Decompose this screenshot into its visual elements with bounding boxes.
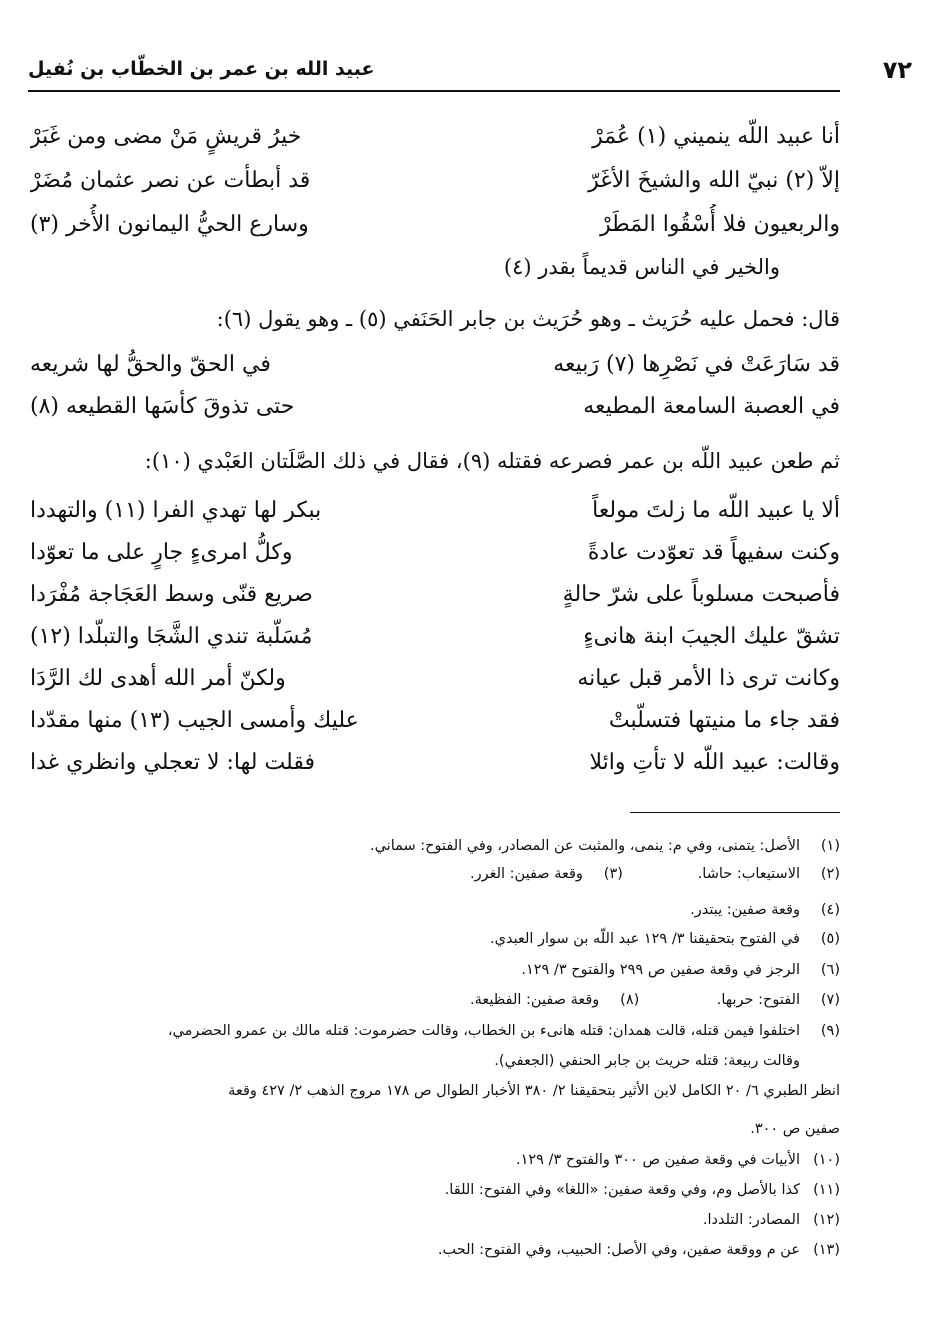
verse-second-hemistich: صريع قنّى وسط العَجَاجة مُفْرَدا [30,582,313,607]
footnote-text: الفتوح: حربها. [716,992,800,1008]
verse-second-hemistich: في الحقّ والحقُّ لها شريعه [30,352,271,377]
verse-second-hemistich: فقلت لها: لا تعجلي وانظري غدا [30,750,315,775]
footnote [30,1018,840,1044]
verse-first-hemistich: وكنت سفيهاً قد تعوّدت عادةً [587,540,840,565]
footnote-number: (٢) [820,866,840,882]
running-head [28,56,912,92]
verse-second-hemistich: وسارع الحيُّ اليمانون الأُخر (٣) [30,212,309,237]
verse-line [30,160,840,202]
verse-single-line: والخير في الناس قديماً بقدر (٤) [503,255,780,279]
verse-line [30,574,840,616]
verse-first-hemistich: قد سَارَعَتْ في نَصْرِها (٧) رَبيعه [553,352,840,377]
footnote [30,833,840,859]
footnote-secondary [470,987,639,1013]
verse-first-hemistich: في العصبة السامعة المطيعه [583,394,840,419]
footnote-number: (١٣) [813,1242,840,1258]
footnote-text: وقالت ربيعة: قتله حريث بن جابر الحنفي (الجعفي). [494,1053,800,1069]
verse-line [30,742,840,784]
verse-line [30,116,840,158]
footnote-text: وقعة صفين: الغرر. [470,866,583,882]
footnote [30,897,840,923]
footnote-text: وقعة صفين: يبتدر. [690,902,800,918]
footnote-text: وقعة صفين: الفظيعة. [470,992,600,1008]
footnote [30,1147,840,1173]
footnote-separator [630,812,840,813]
verse-first-hemistich: والربعيون فلا أُسْقُوا المَطَرْ [600,212,840,237]
verse-line [30,344,840,386]
verse-second-hemistich: ببكر لها تهدي الفرا (١١) والتهددا [30,498,322,523]
verse-second-hemistich: قد أبطأت عن نصر عثمان مُضَرْ [30,168,311,193]
footnote-text: صفين ص ٣٠٠. [750,1121,840,1137]
footnote-text: الأبيات في وقعة صفين ص ٣٠٠ والفتوح ٣/ ١٢٩. [515,1152,800,1168]
verse-first-hemistich: ألا يا عبيد اللّه ما زلتَ مولعاً [592,498,840,523]
footnote-number: (٨) [620,992,640,1008]
footnote-number: (٤) [820,902,840,918]
verse-second-hemistich: وكلُّ امرىءٍ جارٍ على ما تعوّدا [30,540,293,565]
footnote-text: اختلفوا فيمن قتله، قالت همدان: قتله هانىء بن الخطاب، وقالت حضرموت: قتله مالك بن عمرو الحضرمي، [167,1023,800,1039]
footnote [30,926,840,952]
verse-second-hemistich: عليك وأمسى الجيب (١٣) منها مقدّدا [30,708,359,733]
footnote-number: (١١) [813,1182,840,1198]
verse-first-hemistich: فقد جاء ما منيتها فتسلّبتْ [608,708,840,733]
footnote-continuation [30,1078,840,1104]
running-title: عبيد الله بن عمر بن الخطّاب بن نُفيل [28,58,375,80]
footnote [30,861,840,887]
footnote-number: (٣) [603,866,623,882]
verse-first-hemistich: أنا عبيد اللّه ينميني (١) عُمَرْ [592,124,840,149]
verse-line [30,204,840,246]
footnote [30,1237,840,1263]
footnote-text: الأصل: يتمنى، وفي م: ينمى، والمثبت عن المصادر، وفي الفتوح: سماني. [369,838,800,854]
footnote [30,957,840,983]
footnote-text: كذا بالأصل وم، وفي وقعة صفين: «اللغا» وفي الفتوح: اللقا. [444,1182,800,1198]
footnote-number: (٦) [820,962,840,978]
footnote-continuation [30,1116,840,1142]
verse-line [30,386,840,428]
verse-first-hemistich: فأصبحت مسلوباً على شرّ حالةٍ [562,582,840,607]
footnote-secondary [470,861,623,887]
footnote-text: في الفتوح بتحقيقنا ٣/ ١٢٩ عبد اللّه بن سوار العبدي. [490,931,800,947]
footnote-continuation [30,1048,840,1074]
footnote-text: عن م ووقعة صفين، وفي الأصل: الحبيب، وفي الفتوح: الحب. [437,1242,800,1258]
footnote-text: المصادر: التلددا. [702,1212,800,1228]
footnote-number: (٩) [820,1023,840,1039]
verse-second-hemistich: ولكنّ أمر الله أهدى لك الرَّدَا [30,666,286,691]
footnote-number: (١٠) [813,1152,840,1168]
footnote [30,1207,840,1233]
verse-line [30,616,840,658]
verse-line [30,700,840,742]
footnote-number: (٥) [820,931,840,947]
verse-second-hemistich: خيرُ قريشٍ مَنْ مضى ومن غَبَرْ [30,124,302,149]
verse-first-hemistich: إلاّ (٢) نبيّ الله والشيخَ الأغَرّ [588,168,840,193]
footnote-number: (١٢) [813,1212,840,1228]
prose-paragraph: ثم طعن عبيد اللّه بن عمر فصرعه فقتله (٩)، فقال في ذلك الصَّلَتان العَبْدي (١٠): [144,449,840,473]
verse-line [30,490,840,532]
verse-first-hemistich: وكانت ترى ذا الأمر قبل عيانه [577,666,840,691]
footnote-number: (٧) [820,992,840,1008]
verse-second-hemistich: حتى تذوقَ كأسَها القطيعه (٨) [30,394,295,419]
footnote-number: (١) [820,838,840,854]
footnote-text: الرجز في وقعة صفين ص ٢٩٩ والفتوح ٣/ ١٢٩. [521,962,800,978]
footnote-text: انظر الطبري ٦/ ٢٠ الكامل لابن الأثير بتحقيقنا ٢/ ٣٨٠ الأخبار الطوال ص ١٧٨ مروج الذهب ٢/ ٤٢٧ وقعة [228,1083,840,1099]
prose-paragraph: قال: فحمل عليه حُرَيث ـ وهو حُرَيث بن جابر الحَنَفي (٥) ـ وهو يقول (٦): [216,307,840,331]
verse-line [30,658,840,700]
verse-second-hemistich: مُسَلّبة تندي الشَّجَا والتبلّدا (١٢) [30,624,313,649]
footnote [30,987,840,1013]
page-number: ٧٢ [882,56,912,84]
verse-first-hemistich: تشقّ عليك الجيبَ ابنة هانىءٍ [583,624,840,649]
footnote [30,1177,840,1203]
verse-line [30,532,840,574]
verse-first-hemistich: وقالت: عبيد اللّه لا تأتِ وائلا [589,750,840,775]
footnote-text: الاستيعاب: حاشا. [697,866,800,882]
